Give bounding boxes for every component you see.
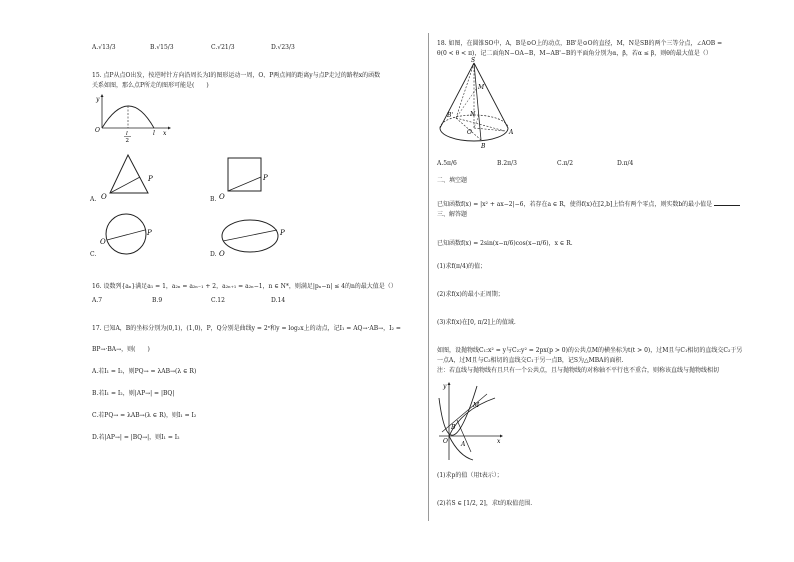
q15-option-b-label: B. (210, 196, 217, 203)
cone-point-m: M (478, 84, 485, 91)
solve1-intro: 已知函数f(x) = 2sin(x−π/6)cos(x−π/6)，x ∈ R. (437, 240, 573, 247)
solve2-text-line3: 注：若直线与抛物线有且只有一个公共点，且与抛物线的对称轴不平行也不重合，则称该直线与抛物线相切 (437, 367, 720, 374)
graph-half-l-bottom: 2 (125, 138, 129, 144)
q15-option-c-label: C. (90, 251, 97, 258)
q15-option-d-label: D. (210, 251, 217, 258)
q17-option-b: B.若I₁ = I₂，则|AP→| = |BQ| (92, 390, 175, 397)
q15-option-d-figure (210, 208, 290, 263)
graph-l-label: l (153, 130, 155, 137)
q16-option-b: B.9 (152, 297, 163, 304)
option-b-point-o: O (219, 193, 225, 201)
q16-option-a: A.7 (92, 297, 103, 304)
parabola-point-m: M (473, 402, 480, 409)
solve1-part3: (3)求f(x)在[0, π/2]上的值域. (437, 319, 516, 326)
q18-option-a: A.5π/6 (437, 160, 457, 167)
q17-text-line2: BP→·BA→，则( ) (92, 346, 150, 353)
q18-cone-figure (437, 58, 527, 154)
q18-option-d: D.π/4 (617, 160, 634, 167)
option-a-point-p: P (148, 175, 153, 183)
q17-option-c: C.若PQ→ = λAB→(λ ∈ R)，则I₁ = I₂ (92, 412, 197, 419)
option-a-point-o: O (101, 193, 107, 201)
q18-text-line1: 18. 如图，在圆锥SO中，A，B是⊙O上的动点，BB'是⊙O的直径，M，N是SB的两个三等分点，∠AOB = (437, 40, 723, 47)
parabola-point-a: A (461, 441, 466, 448)
q15-option-c-figure (90, 208, 170, 263)
graph-x-label: x (163, 130, 167, 137)
q16-option-c: C.12 (211, 297, 225, 304)
fill-question-text: 已知函数f(x) = |x² + ax−2|−6，若存在a ∈ R，使得f(x)在[2,b]上恰有两个零点，则实数b的最小值是 (437, 201, 740, 209)
graph-y-label: y (96, 96, 100, 103)
parabola-origin-label: O (443, 438, 448, 445)
q14-option-a: A.√13/3 (92, 44, 116, 51)
graph-half-l-top: l (126, 131, 128, 137)
option-c-point-o: O (100, 238, 106, 246)
q17-text-line1: 17. 已知A，B的坐标分别为(0,1)，(1,0)，P，Q分别是曲线y = 2ˣ和y = log₂x上的动点，记I₁ = AQ→·AB→，I₂ = (92, 325, 401, 332)
option-b-point-p: P (263, 174, 268, 182)
solve1-part1: (1)求f(π/4)的值； (437, 263, 487, 270)
section-fill-in-title: 二、填空题 (437, 177, 468, 184)
cone-point-n: N (470, 111, 476, 118)
graph-origin-label: O (95, 127, 100, 134)
cone-center-o: O (467, 129, 472, 136)
solve1-part2: (2)求f(x)的最小正周期； (437, 291, 504, 298)
option-d-point-o: O (219, 250, 225, 258)
parabola-point-b: B (451, 424, 456, 431)
q18-option-c: C.π/2 (557, 160, 574, 167)
parabola-y-label: y (443, 383, 447, 390)
parabola-x-label: x (497, 438, 501, 445)
q17-option-d: D.若|AP→| = |BQ→|，则I₁ = I₂ (92, 434, 180, 441)
q18-text-line2: θ(0 < θ < π)，记二面角N−OA−B，M−AB'−B的平面角分别为α，β，若α ≤ β，则θ的最大值是（） (437, 50, 712, 57)
q15-text-line1: 15. 点P从点O出发，按逆时针方向沿周长为l的图形运动一周，O、P两点间的距离y与点P走过的路程x的函数 (92, 72, 381, 79)
cone-point-a: A (509, 129, 514, 136)
cone-apex-label: S (471, 57, 476, 64)
q17-option-a: A.若I₁ = I₂，则PQ→ = λAB→(λ ∈ R) (92, 368, 197, 375)
solve2-part1: (1)求p的值（用t表示）； (437, 472, 503, 479)
q16-option-d: D.14 (271, 297, 286, 304)
q15-distance-graph (92, 92, 172, 144)
solve2-parabola-figure (437, 380, 507, 462)
solve2-text-line1: 如图，设抛物线C₁:x² = y与C₂:y² = 2px(p > 0)的公共点M的横坐标为t(t > 0)，过M且与C₁相切的直线交C₂于另 (437, 347, 743, 354)
q15-text-line2: 关系如图，那么点P所走的图形可能是( ) (92, 82, 209, 89)
q14-option-b: B.√15/3 (150, 44, 174, 51)
q15-option-a-label: A. (90, 196, 97, 203)
cone-point-b-prime: B' (447, 112, 454, 119)
solve2-text-line2: 一点A，过M且与C₂相切的直线交C₁于另一点B，记S为△MBA的面积. (437, 357, 624, 364)
column-divider (428, 33, 429, 521)
option-c-point-p: P (147, 229, 152, 237)
q14-option-c: C.√21/3 (211, 44, 235, 51)
q15-option-a-figure (90, 150, 170, 205)
cone-point-b: B (481, 143, 486, 150)
section-answer-title: 三、解答题 (437, 211, 468, 218)
solve2-part2: (2)若S ∈ [1/2, 2]，求t的取值范围. (437, 500, 533, 507)
option-d-point-p: P (280, 229, 285, 237)
q16-text: 16. 设数列{aₙ}满足a₁ = 1，a₂ₙ = a₂ₙ₋₁ + 2，a₂ₙ₊₁ = a₂ₙ−1，n ∈ N*，则满足|pₙ−n| ≤ 4的n的最大值是（） (92, 283, 397, 290)
q15-option-b-figure (210, 150, 290, 205)
q14-option-d: D.√23/3 (271, 44, 295, 51)
q18-option-b: B.2π/3 (497, 160, 517, 167)
